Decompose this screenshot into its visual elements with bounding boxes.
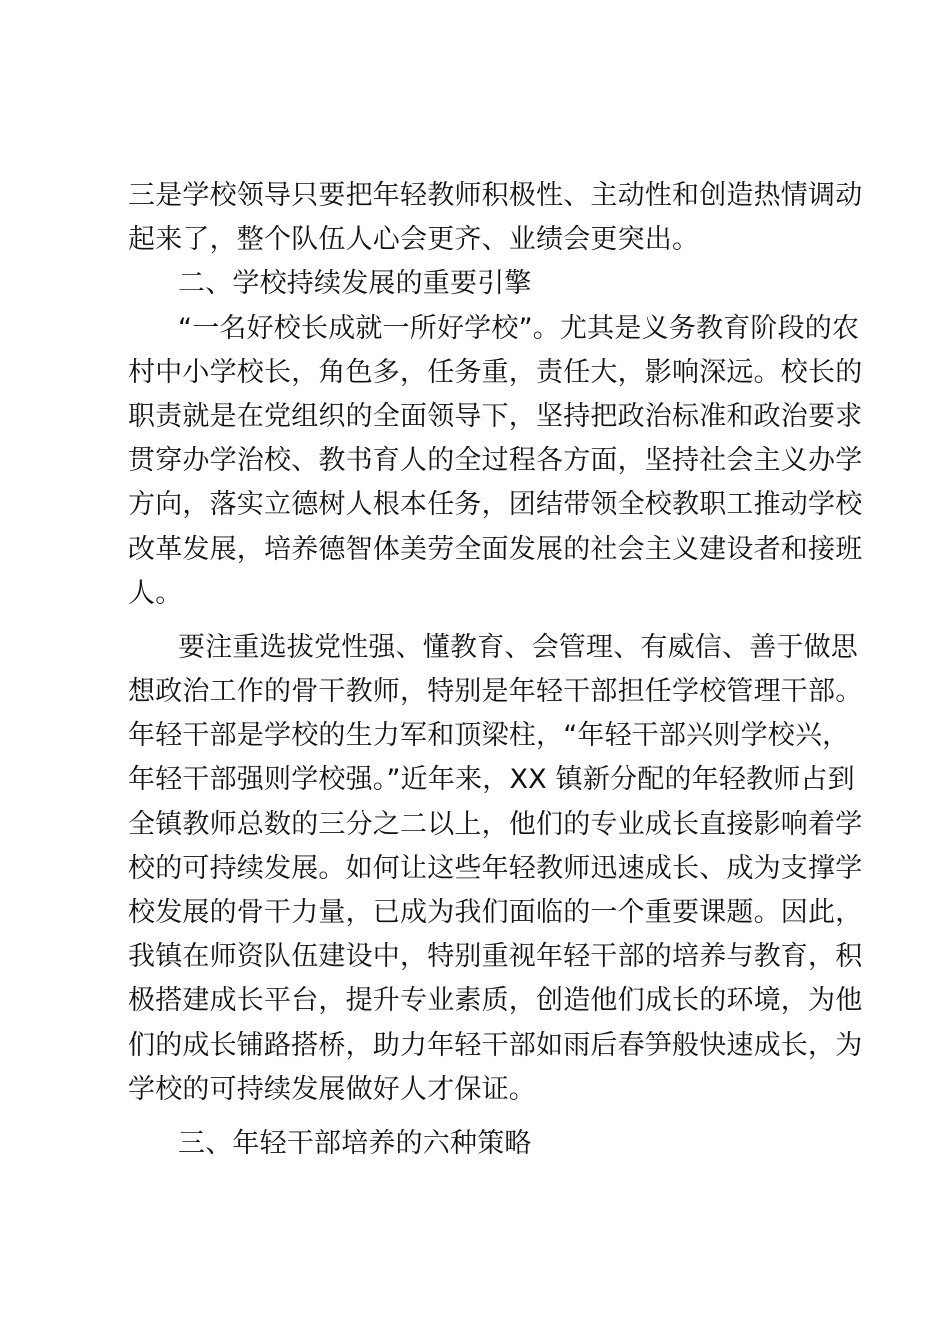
text-line: 想政治工作的骨干教师，特别是年轻干部担任学校管理干部。 <box>128 676 863 708</box>
text-line: 年轻干部是学校的生力军和顶梁柱，“年轻干部兴则学校兴， <box>128 720 850 752</box>
text-line: 全镇教师总数的三分之二以上，他们的专业成长直接影响着学 <box>128 808 863 840</box>
text-line: 职责就是在党组织的全面领导下，坚持把政治标准和政治要求 <box>128 400 863 432</box>
section-heading-text: 二、学校持续发展的重要引擎 <box>178 268 532 300</box>
text-line: 三是学校领导只要把年轻教师积极性、主动性和创造热情调动 <box>128 180 863 211</box>
section-heading-3 <box>128 1122 834 1166</box>
text-line: 年轻干部强则学校强。”近年来，XX 镇新分配的年轻教师占到 <box>128 764 855 796</box>
paragraph-continuation <box>128 174 863 262</box>
text-line: 人。 <box>128 577 183 609</box>
text-line: 起来了，整个队伍人心会更齐、业绩会更突出。 <box>128 224 700 256</box>
text-line: 我镇在师资队伍建设中，特别重视年轻干部的培养与教育，积 <box>128 941 863 973</box>
paragraph-young-cadres <box>128 626 863 1112</box>
text-line: 村中小学校长，角色多，任务重，责任大，影响深远。校长的 <box>128 356 863 388</box>
text-line: 校的可持续发展。如何让这些年轻教师迅速成长、成为支撑学 <box>128 852 863 884</box>
section-heading-text: 三、年轻干部培养的六种策略 <box>178 1127 532 1159</box>
document-body <box>128 174 863 1166</box>
text-line: 学校的可持续发展做好人才保证。 <box>128 1073 536 1105</box>
section-heading-2 <box>128 262 834 306</box>
paragraph-principal-role <box>128 307 863 616</box>
text-line: 们的成长铺路搭桥，助力年轻干部如雨后春笋般快速成长，为 <box>128 1029 863 1061</box>
text-line: 改革发展，培养德智体美劳全面发展的社会主义建设者和接班 <box>128 533 863 565</box>
text-line: 校发展的骨干力量，已成为我们面临的一个重要课题。因此， <box>128 897 863 928</box>
text-line: 方向，落实立德树人根本任务，团结带领全校教职工推动学校 <box>128 489 863 521</box>
text-line: 极搭建成长平台，提升专业素质，创造他们成长的环境，为他 <box>128 985 863 1017</box>
text-line: 要注重选拔党性强、懂教育、会管理、有威信、善于做思 <box>178 631 858 663</box>
paragraph-spacer <box>128 616 834 626</box>
text-line: 贯穿办学治校、教书育人的全过程各方面，坚持社会主义办学 <box>128 445 863 477</box>
text-line: “一名好校长成就一所好学校”。尤其是义务教育阶段的农 <box>178 312 860 344</box>
paragraph-spacer <box>128 1112 834 1122</box>
